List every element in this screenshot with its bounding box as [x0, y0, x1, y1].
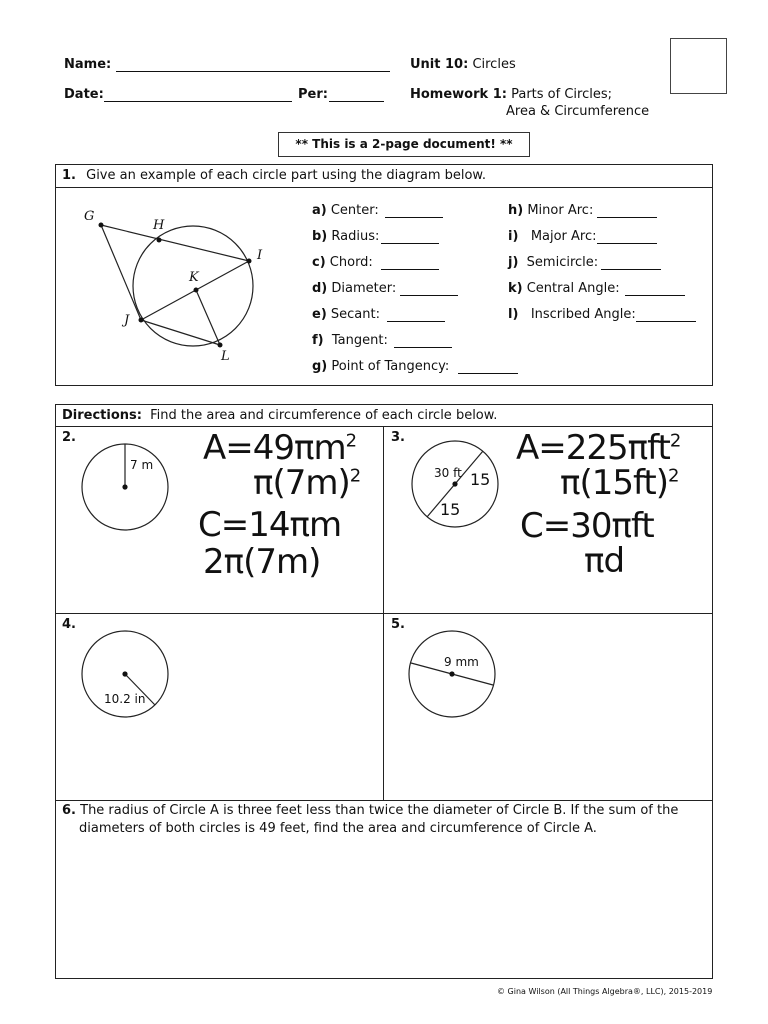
- q6-text-line2: diameters of both circles is 49 feet, find the area and circumference of Circle A.: [79, 821, 597, 836]
- q1-prompt: Give an example of each circle part using the diagram below.: [86, 168, 486, 183]
- q4-radius-label: 10.2 in: [104, 692, 146, 706]
- part-radius: b) Radius:: [312, 229, 380, 244]
- q3-circumference-work: πd: [584, 541, 625, 581]
- part-central-angle: k) Central Angle:: [508, 281, 620, 296]
- part-center: a) Center:: [312, 203, 379, 218]
- part-major-arc: i) Major Arc:: [508, 229, 597, 244]
- name-label: Name:: [64, 57, 112, 72]
- copyright-footer: © Gina Wilson (All Things Algebra®, LLC), 2015-2019: [497, 987, 713, 996]
- label-i: I: [257, 248, 263, 263]
- part-minor-arc: h) Minor Arc:: [508, 203, 594, 218]
- q3-area-work: $\pi(15ft)^2$: [560, 463, 679, 503]
- q6-text-line1: The radius of Circle A is three feet less than twice the diameter of Circle B. If the sum of the: [80, 803, 679, 818]
- label-j: J: [124, 313, 130, 328]
- q5-diameter-label: 9 mm: [444, 655, 479, 669]
- part-secant: e) Secant:: [312, 307, 380, 322]
- q3-radius-mark-lower: 15: [440, 500, 461, 519]
- q6-line1: [62, 803, 678, 818]
- part-inscribed-angle: l) Inscribed Angle:: [508, 307, 636, 322]
- part-semicircle: j) Semicircle:: [508, 255, 599, 270]
- notice-banner: ** This is a 2-page document! **: [278, 132, 530, 157]
- label-l: L: [221, 349, 230, 364]
- q2-area-answer: $A=49\pi m^2$: [203, 428, 357, 468]
- q3-number: 3.: [391, 430, 405, 445]
- q3-radius-mark-upper: 15: [470, 470, 491, 489]
- q3-diameter-label: 30 ft: [434, 466, 462, 480]
- q2-area-work: $\pi(7m)^2$: [253, 463, 361, 503]
- date-label: Date:: [64, 87, 104, 102]
- q2-radius-label: 7 m: [130, 458, 154, 472]
- label-k: K: [189, 270, 199, 285]
- homework-label: Homework 1:: [410, 87, 507, 102]
- label-g: G: [84, 209, 95, 224]
- part-chord: c) Chord:: [312, 255, 373, 270]
- q4-number: 4.: [62, 617, 76, 632]
- q1-number: 1.: [62, 168, 76, 183]
- label-h: H: [153, 218, 165, 233]
- q6-number: 6.: [62, 803, 76, 818]
- per-label: Per:: [298, 87, 328, 102]
- homework-title-line2: Area & Circumference: [506, 104, 650, 119]
- q5-number: 5.: [391, 617, 405, 632]
- directions-text: Find the area and circumference of each circle below.: [150, 408, 498, 423]
- part-tangent: f) Tangent:: [312, 333, 388, 348]
- q2-number: 2.: [62, 430, 76, 445]
- homework-title-line1: Parts of Circles;: [511, 87, 612, 102]
- q3-area-answer: A=225πft$^2$: [516, 428, 681, 468]
- unit-title: Circles: [472, 57, 516, 72]
- part-diameter: d) Diameter:: [312, 281, 397, 296]
- q2-circumference-answer: C=14πm: [198, 505, 342, 545]
- unit-label: Unit 10:: [410, 57, 469, 72]
- directions-label: Directions:: [62, 408, 142, 423]
- part-point-of-tangency: g) Point of Tangency:: [312, 359, 450, 374]
- q2-circumference-work: 2π(7m): [203, 542, 321, 582]
- q3-circumference-answer: C=30πft: [520, 506, 654, 546]
